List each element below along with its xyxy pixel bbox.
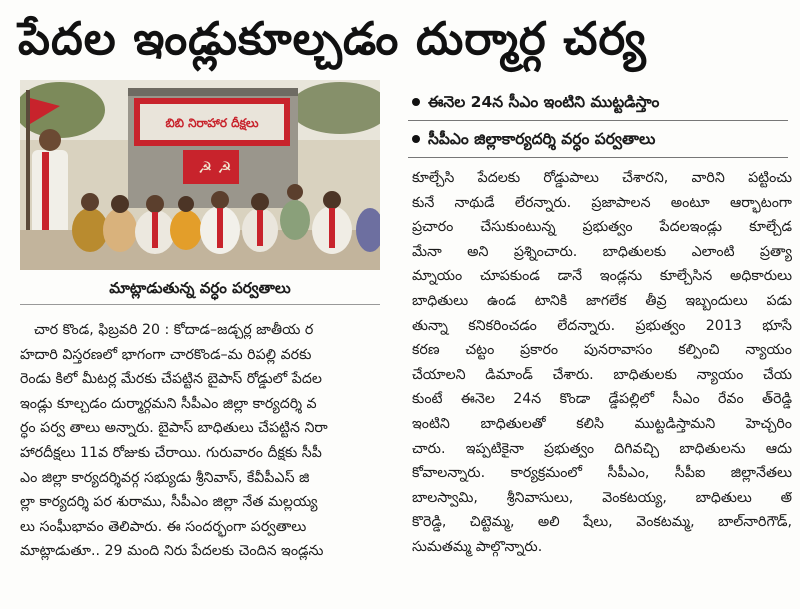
text-line: బాలస్వామి, శ్రీనివాసులు, వెంకటయ్య, బాధితులు అో: [412, 489, 792, 506]
text-line: హారదీక్షలు 11వ రోజుకు చేరాయి. గురువారం దీక్షకు సీపీ: [20, 444, 322, 461]
headline: పేదల ఇండ్లుకూల్చడం దుర్మార్గ చర్య: [18, 12, 647, 65]
bullet-icon: [412, 98, 420, 106]
text-line: బాధితులు ఉండ టానికి జాగలేక తీవ్ర ఇబ్బందులు పడు: [412, 292, 792, 309]
text-line: కునే నాథుడే లేరన్నారు. ప్రజాపాలన అంటూ ఆర్భాటంగా: [412, 194, 792, 211]
text-line: కొరెడ్డి, చిట్టెమ్మ, అలి షేలు, వెంకటమ్మ, బాల్‌నారిగౌడ్,: [412, 514, 792, 531]
text-line: ప్రచారం చేసుకుంటున్న ప్రభుత్వం పేదలఇండ్లు కూల్చేడ: [412, 219, 792, 236]
text-line: సుమతమ్మ పాల్గొన్నారు.: [412, 538, 543, 555]
text-line: చార కొండ, ఫిబ్రవరి 20 : కోదాడ–జడ్చర్ల జాతీయ ర: [34, 322, 314, 338]
text-line: మేనా అని ప్రశ్నించారు. బాధితులకు ఎలాంటి ప్రత్యా: [412, 243, 792, 260]
article-column-left: [20, 318, 385, 564]
bullet-item: [408, 84, 788, 121]
svg-text:☭ ☭: ☭ ☭: [198, 158, 232, 177]
text-line: చారు. ఇప్పటికైనా ప్రభుత్వం దిగివచ్చి బాధితులను ఆదు: [412, 440, 792, 457]
article-column-right: [412, 166, 792, 560]
text-line: తున్నా కనికరించడం లేదన్నారు. ప్రభుత్వం 2013 భూసే: [412, 317, 792, 334]
text-line: రెండు కిలో మీటర్ల మేరకు చేపట్టిన బైపాస్ రోడ్డులో పేదల: [20, 371, 322, 388]
bullet-text: ఈనెల 24న సీఎం ఇంటిని ముట్టడిస్తాం: [428, 93, 660, 111]
bullet-text: సీపీఎం జిల్లాకార్యదర్శి వర్ధం పర్వతాలు: [428, 130, 656, 148]
text-line: ర్ధం పర్వ తాలు అన్నారు. బైపాస్ బాధితులు చేపట్టిన నిరా: [20, 420, 328, 437]
bullet-icon: [412, 135, 420, 143]
banner-text: బిబి నిరాహార దీక్షలు: [165, 116, 259, 130]
text-line: కుంటే ఈనెల 24న కొండా డ్డేపల్లిలో సీఎం రేవం త్‌రెడ్డి: [412, 391, 792, 408]
bullet-item: [408, 121, 788, 158]
text-line: మాట్లాడుతూ.. 29 మంది నిరు పేదలకు చెందిన ఇండ్లను: [20, 543, 324, 560]
subheadline-bullets: [408, 84, 788, 158]
text-line: కూల్చేసి పేదలకు రోడ్డుపాలు చేశారని, వారిని పట్టించు: [412, 170, 792, 186]
text-line: కరణ చట్టం ప్రకారం పునరావాసం కల్పించి న్యాయం: [412, 342, 792, 359]
text-line: ఇంటిని బాధితులతో కలిసి ముట్టడిస్తామని హెచ్చరిం: [412, 415, 792, 432]
text-line: కోవాలన్నారు. కార్యక్రమంలో సీపీఎం, సీపీఐ జిల్లానేతలు: [412, 465, 792, 482]
text-line: హదారి విస్తరణలో భాగంగా చారకొండ–మ రిపల్లి వరకు: [20, 346, 312, 363]
text-line: మ్నాయం చూపకుండ డానే ఇండ్లను కూల్చేసిన అధికారులు: [412, 268, 792, 285]
text-line: ఇండ్లు కూల్చడం దుర్మార్గమని సీపీఎం జిల్లా కార్యదర్శి వ: [20, 395, 317, 412]
news-photo: [20, 80, 380, 270]
text-line: ఎం జిల్లా కార్యదర్శివర్గ సభ్యుడు శ్రీనివాస్, కేవీపీఎస్ జి: [20, 469, 310, 486]
photo-caption: మాట్లాడుతున్న వర్ధం పర్వతాలు: [20, 272, 380, 305]
text-line: ల్లా కార్యదర్శి పర శురాము, సీపీఎం జిల్లా నేత మల్లయ్య: [20, 494, 318, 511]
text-line: లు సంఘీభావం తెలిపారు. ఈ సందర్భంగా పర్వతాలు: [20, 518, 307, 535]
text-line: చేయాలని డిమాండ్ చేశారు. బాధితులకు న్యాయం చేయ: [412, 366, 792, 383]
